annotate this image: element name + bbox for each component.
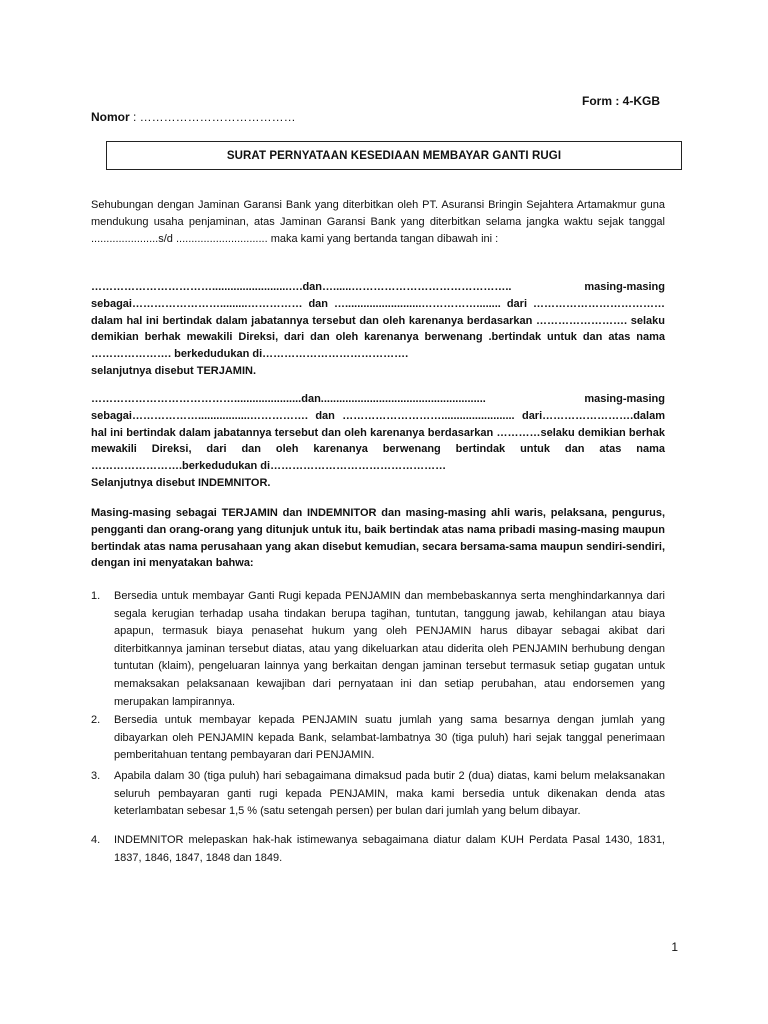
list-item-text: Bersedia untuk membayar kepada PENJAMIN suatu jumlah yang sama besarnya dengan jumlah yang dibayarkan oleh PENJAMIN kepada Bank, selambat-lambatnya 30 (tiga puluh) hari sejak tanggal penerimaan pemberitahuan tentang pembayaran dari PENJAMIN. [114, 714, 665, 762]
list-item-text: Bersedia untuk membayar Ganti Rugi kepada PENJAMIN dan membebaskannya serta menghindarkannya dari segala kerugian terhadap usaha tindakan berupa tagihan, tuntutan, tanggung jawab, kehilangan atau biaya apapun, termasuk biaya penasehat hukum yang oleh PENJAMIN harus dibayar sebagai akibat dari diterbitkannya jaminan tersebut diatas, atau yang dikeluarkan atau diderita oleh PENJAMIN berhubung dengan tuntutan (klaim), pengeluaran lainnya yang berkaitan dengan jaminan tersebut termasuk setiap gugatan untuk memaksakan pelaksanaan kewajiban dari pernyataan ini dan setiap perubahan, atau endorsemen yang merupakan lampirannya. [114, 590, 665, 708]
nomor-line [91, 110, 296, 124]
list-item [91, 588, 665, 711]
page-number: 1 [671, 940, 678, 954]
intro-paragraph [91, 197, 665, 247]
list-item [91, 712, 665, 765]
statement-text: Masing-masing sebagai TERJAMIN dan INDEMNITOR dan masing-masing ahli waris, pelaksana, pengurus, pengganti dan orang-orang yang ditunjuk untuk itu, baik bertindak atas nama pribadi masing-masing maupun bertindak atas nama perusahaan yang akan disebut kemudian, secara bersama-sama maupun sendiri-sendiri, dengan ini menyatakan bahwa: [91, 507, 665, 570]
list-item-number: 1. [91, 590, 101, 602]
party-indemnitor-names: …………………………………......................dan...................................................... [91, 393, 486, 405]
party-indemnitor-first-line [91, 391, 665, 408]
list-item-number: 4. [91, 834, 101, 846]
party-terjamin-first-line [91, 279, 665, 296]
statement-paragraph [91, 505, 665, 572]
party-terjamin-masing: masing-masing [584, 281, 665, 293]
party-indemnitor [91, 391, 665, 492]
form-code: Form : 4-KGB [582, 94, 660, 108]
party-indemnitor-masing: masing-masing [584, 393, 665, 405]
document-title: SURAT PERNYATAAN KESEDIAAN MEMBAYAR GANTI RUGI [106, 141, 682, 170]
list-item [91, 768, 665, 821]
party-terjamin-closing: selanjutnya disebut TERJAMIN. [91, 364, 257, 377]
nomor-label: Nomor [91, 110, 130, 124]
nomor-value: : ………………………………… [129, 110, 296, 124]
list-item [91, 832, 665, 867]
list-item-text: INDEMNITOR melepaskan hak-hak istimewanya sebagaimana diatur dalam KUH Perdata Pasal 1430, 1831, 1837, 1846, 1847, 1848 dan 1849. [114, 834, 665, 864]
party-indemnitor-closing: Selanjutnya disebut INDEMNITOR. [91, 476, 271, 489]
party-terjamin [91, 279, 665, 380]
party-terjamin-names: …………………………….........................….dan…......…………………………………….. [91, 281, 512, 293]
intro-text: Sehubungan dengan Jaminan Garansi Bank yang diterbitkan oleh PT. Asuransi Bringin Sejahtera Artamakmur guna mendukung usaha penjaminan, atas Jaminan Garansi Bank yang diterbitkan selama jangka waktu sejak tanggal ......................s/d .............................. maka kami yang bertanda tangan dibawah ini : [91, 199, 665, 245]
list-item-number: 2. [91, 714, 101, 726]
party-terjamin-body: sebagai…………………….........…………… dan ….........................……………........ dari ……………………………… dalam hal ini bertindak dalam jabatannya tersebut dan oleh karenanya berdasarkan ……………………. selaku demikian berhak mewakili Direksi, dari dan oleh karenanya berwenang .bertindak untuk dan atas nama …………………. berkedudukan di…………………………………. [91, 297, 665, 361]
list-item-number: 3. [91, 770, 101, 782]
party-indemnitor-body: sebagai……………….................……………. dan ………………………........................ dari…………………….dalam hal ini bertindak dalam jabatannya tersebut dan oleh karenanya berdasarkan …………selaku demikian berhak mewakili Direksi, dari dan oleh karenanya berwenang bertindak untuk dan atas nama …………………….berkedudukan di………………………………………… [91, 409, 665, 473]
list-item-text: Apabila dalam 30 (tiga puluh) hari sebagaimana dimaksud pada butir 2 (dua) diatas, kami belum melaksanakan seluruh pembayaran ganti rugi kepada PENJAMIN, maka kami bersedia untuk dikenakan denda atas keterlambatan sebesar 1,5 % (satu setengah persen) per bulan dari jumlah yang belum dibayar. [114, 770, 665, 818]
